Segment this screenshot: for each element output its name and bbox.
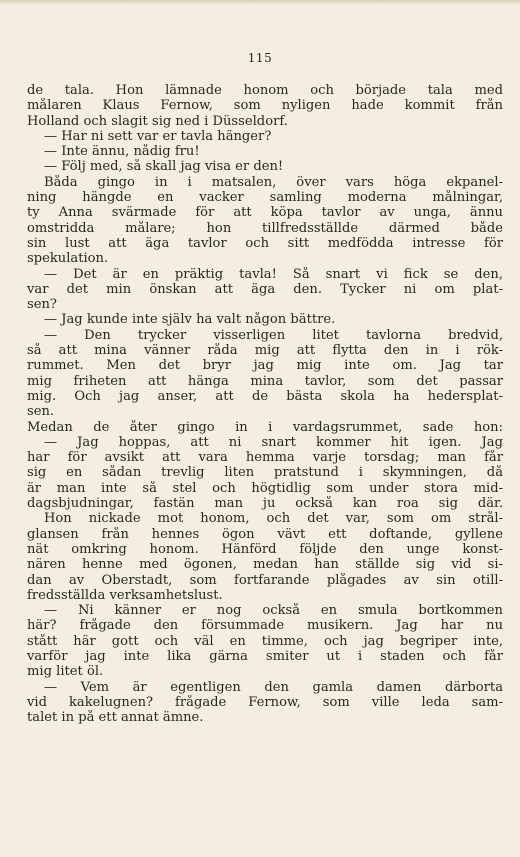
text-line: nät omkring honom. Hänförd följde den unge konst-: [27, 541, 503, 557]
text-line: sen.: [27, 404, 55, 420]
text-line: mig litet öl.: [27, 664, 104, 680]
text-line: glansen från hennes ögon vävt ett doftande, gyllene: [27, 526, 503, 542]
text-line: så att mina vänner råda mig att flytta den in i rök-: [27, 343, 503, 359]
text-line: Medan de åter gingo in i vardagsrummet, sade hon:: [27, 419, 503, 435]
text-line: — Jag hoppas, att ni snart kommer hit igen. Jag: [44, 434, 503, 450]
text-line: — Jag kunde inte själv ha valt någon bättre.: [44, 312, 336, 328]
text-line: Båda gingo in i matsalen, över vars höga ekpanel-: [44, 174, 503, 190]
text-line: var det min önskan att äga den. Tycker ni om plat-: [27, 281, 503, 297]
text-line: nären henne med ögonen, medan han ställde sig vid si-: [27, 557, 503, 573]
text-line: är man inte så stel och högtidlig som under stora mid-: [27, 480, 503, 496]
text-line: dagsbjudningar, fastän man ju också kan roa sig där.: [27, 496, 503, 512]
text-line: mig friheten att hänga mina tavlor, som det passar: [27, 373, 503, 389]
text-line: — Inte ännu, nådig fru!: [44, 144, 200, 160]
text-line: Holland och slagit sig ned i Düsseldorf.: [27, 113, 288, 129]
text-line: här? frågade den försummade musikern. Jag har nu: [27, 618, 503, 634]
text-line: — Har ni sett var er tavla hänger?: [44, 128, 272, 144]
text-line: talet in på ett annat ämne.: [27, 710, 204, 726]
text-line: — Ni känner er nog också en smula bortkommen: [44, 603, 503, 619]
text-line: spekulation.: [27, 251, 109, 267]
text-line: stått här gott och väl en timme, och jag begriper inte,: [27, 633, 503, 649]
page-top-edge: [0, 0, 520, 5]
text-line: rummet. Men det bryr jag mig inte om. Jag tar: [27, 358, 503, 374]
text-line: dan av Oberstadt, som fortfarande plågades av sin otill-: [27, 572, 503, 588]
text-line: mig. Och jag anser, att de bästa skola ha hedersplat-: [27, 388, 503, 404]
text-line: ty Anna svärmade för att köpa tavlor av unga, ännu: [27, 205, 503, 221]
text-line: har för avsikt att vara hemma varje torsdag; man får: [27, 450, 503, 466]
body-text: [27, 83, 503, 725]
text-line: — Det är en präktig tavla! Så snart vi fick se den,: [44, 266, 503, 282]
text-line: de tala. Hon lämnade honom och började tala med: [27, 83, 503, 98]
text-line: omstridda målare; hon tillfredsställde därmed både: [27, 220, 503, 236]
text-line: Hon nickade mot honom, och det var, som om strål-: [44, 511, 503, 527]
text-line: fredsställda verksamhetslust.: [27, 587, 223, 603]
text-line: vid kakelugnen? frågade Fernow, som ville leda sam-: [27, 694, 503, 710]
text-line: sig en sådan trevlig liten pratstund i skymningen, då: [27, 465, 503, 481]
page-number: 115: [247, 51, 273, 65]
text-line: varför jag inte lika gärna smiter ut i staden och får: [27, 648, 503, 664]
text-line: — Följ med, så skall jag visa er den!: [44, 159, 284, 175]
text-line: sen?: [27, 297, 57, 313]
text-line: ning hängde en vacker samling moderna målningar,: [27, 190, 503, 206]
text-line: — Vem är egentligen den gamla damen därborta: [44, 679, 503, 695]
text-line: sin lust att äga tavlor och sitt medfödda intresse för: [27, 235, 503, 251]
text-line: — Den trycker visserligen litet tavlorna bredvid,: [44, 327, 503, 343]
text-line: målaren Klaus Fernow, som nyligen hade kommit från: [27, 98, 503, 114]
